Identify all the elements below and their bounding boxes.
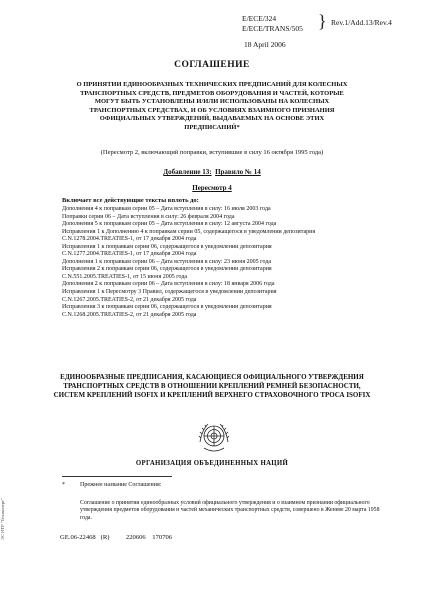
list-item: Исправления 1 к поправкам серии 06, содержащегося в уведомлении депозитария (62, 243, 272, 250)
list-item: Исправления 2 к поправкам серии 06, содержащегося в уведомлении депозитария (62, 266, 272, 273)
list-item: C.N.1268.2005.TREATIES-2, от 21 декабря 2005 года (62, 311, 197, 318)
list-item: C.N.1277.2004.TREATIES-1, от 17 декабря 2004 года (62, 251, 197, 258)
list-item: Дополнения 5 к поправкам серии 05 – Дата вступления в силу: 12 августа 2004 года (62, 221, 277, 228)
footnote-text: Прежнее название Соглашения: (80, 482, 162, 488)
brace-glyph: } (318, 11, 327, 31)
symbol-line-2: E/ECE/TRANS/505 (242, 24, 303, 33)
revision-note: (Пересмотр 2, включающий поправки, вступившие в силу 16 октября 1995 года) (100, 149, 324, 156)
list-item: Дополнения 4 к поправкам серии 05 – Дата вступления в силу: 16 июля 2003 года (62, 206, 271, 212)
agreement-title: СОГЛАШЕНИЕ (174, 60, 250, 70)
list-item: C.N.1267.2005.TREATIES-2, от 21 декабря 2005 года (62, 296, 197, 303)
list-item: Исправления 1 к Пересмотру 3 Правил, содержащегося в уведомлении депозитария (62, 289, 277, 296)
revision-label: Пересмотр 4 (192, 184, 232, 192)
un-emblem-icon (196, 420, 232, 456)
organization-name: ОРГАНИЗАЦИЯ ОБЪЕДИНЕННЫХ НАЦИЙ (135, 460, 289, 467)
side-stamp: ЭС НТР "Техэксперт" (0, 498, 5, 540)
document-symbol (242, 14, 303, 34)
document-date: 18 April 2006 (244, 40, 286, 49)
includes-list (62, 206, 392, 319)
agreement-preamble: О ПРИНЯТИИ ЕДИНООБРАЗНЫХ ТЕХНИЧЕСКИХ ПРЕДПИСАНИЙ ДЛЯ КОЛЕСНЫХ ТРАНСПОРТНЫХ СРЕДСТВ, ПРЕДМЕТОВ ОБОРУДОВАНИЯ И ЧАСТЕЙ, КОТОРЫЕ МОГУТ БЫТЬ УСТАНОВЛЕНЫ И/ИЛИ ИСПОЛЬЗОВАНЫ НА КОЛЕСНЫХ ТРАНСПОРТНЫХ СРЕДСТВАХ, И ОБ УСЛОВИЯХ ВЗАИМНОГО ПРИЗНАНИЯ ОФИЦИАЛЬНЫХ УТВЕРЖДЕНИЙ, ВЫДАВАЕМЫХ НА ОСНОВЕ ЭТИХ ПРЕДПИСАНИЙ* (76, 81, 348, 131)
symbol-line-1: E/ECE/324 (242, 14, 277, 23)
addendum-label: Добавление 13: (163, 168, 212, 176)
list-item: Исправления 1 к Дополнению 4 к поправкам серии 05, содержащегося в уведомлении депозитария (62, 228, 316, 235)
footnote-marker: * (62, 482, 65, 488)
list-item: C.N.1278.2004.TREATIES-1, от 17 декабря 2004 года (62, 236, 197, 243)
addendum-line (40, 168, 384, 176)
list-item: Исправления 3 к поправкам серии 06, содержащегося в уведомлении депозитария (62, 304, 272, 311)
list-item: Дополнения 2 к поправкам серии 06 – Дата вступления в силу: 18 января 2006 года (62, 281, 275, 288)
includes-heading: Включает все действующие тексты вплоть до: (62, 197, 199, 204)
footnote-divider (62, 476, 172, 477)
regulation-title: ЕДИНООБРАЗНЫЕ ПРЕДПИСАНИЯ, КАСАЮЩИЕСЯ ОФИЦИАЛЬНОГО УТВЕРЖДЕНИЯ ТРАНСПОРТНЫХ СРЕДСТВ В ОТНОШЕНИИ КРЕПЛЕНИЙ РЕМНЕЙ БЕЗОПАСНОСТИ, СИСТЕМ КРЕПЛЕНИЙ ISOFIX И КРЕПЛЕНИЙ ВЕРХНЕГО СТРАХОВОЧНОГО ТРОСА ISOFIX (53, 373, 371, 400)
revision-code: Rev.1/Add.13/Rev.4 (331, 18, 392, 27)
footnote-paragraph: Соглашение о принятии единообразных условий официального утверждения и о взаимном признании официального утверждения предметов оборудования и частей механических транспортных средств, совершено в Женеве 20 марта 1958 года. (80, 500, 380, 521)
list-item: C.N.551.2005.TREATIES-1, от 15 июня 2005 года (62, 273, 188, 280)
regulation-label: Правило № 14 (215, 168, 261, 176)
list-item: Дополнения 1 к поправкам серии 06 – Дата вступления в силу: 23 июня 2005 года (62, 258, 272, 265)
document-code: GE.06-22468 (R) 220606 170706 (60, 534, 173, 541)
list-item: Поправки серии 06 – Дата вступления в силу: 26 февраля 2004 года (62, 213, 235, 220)
